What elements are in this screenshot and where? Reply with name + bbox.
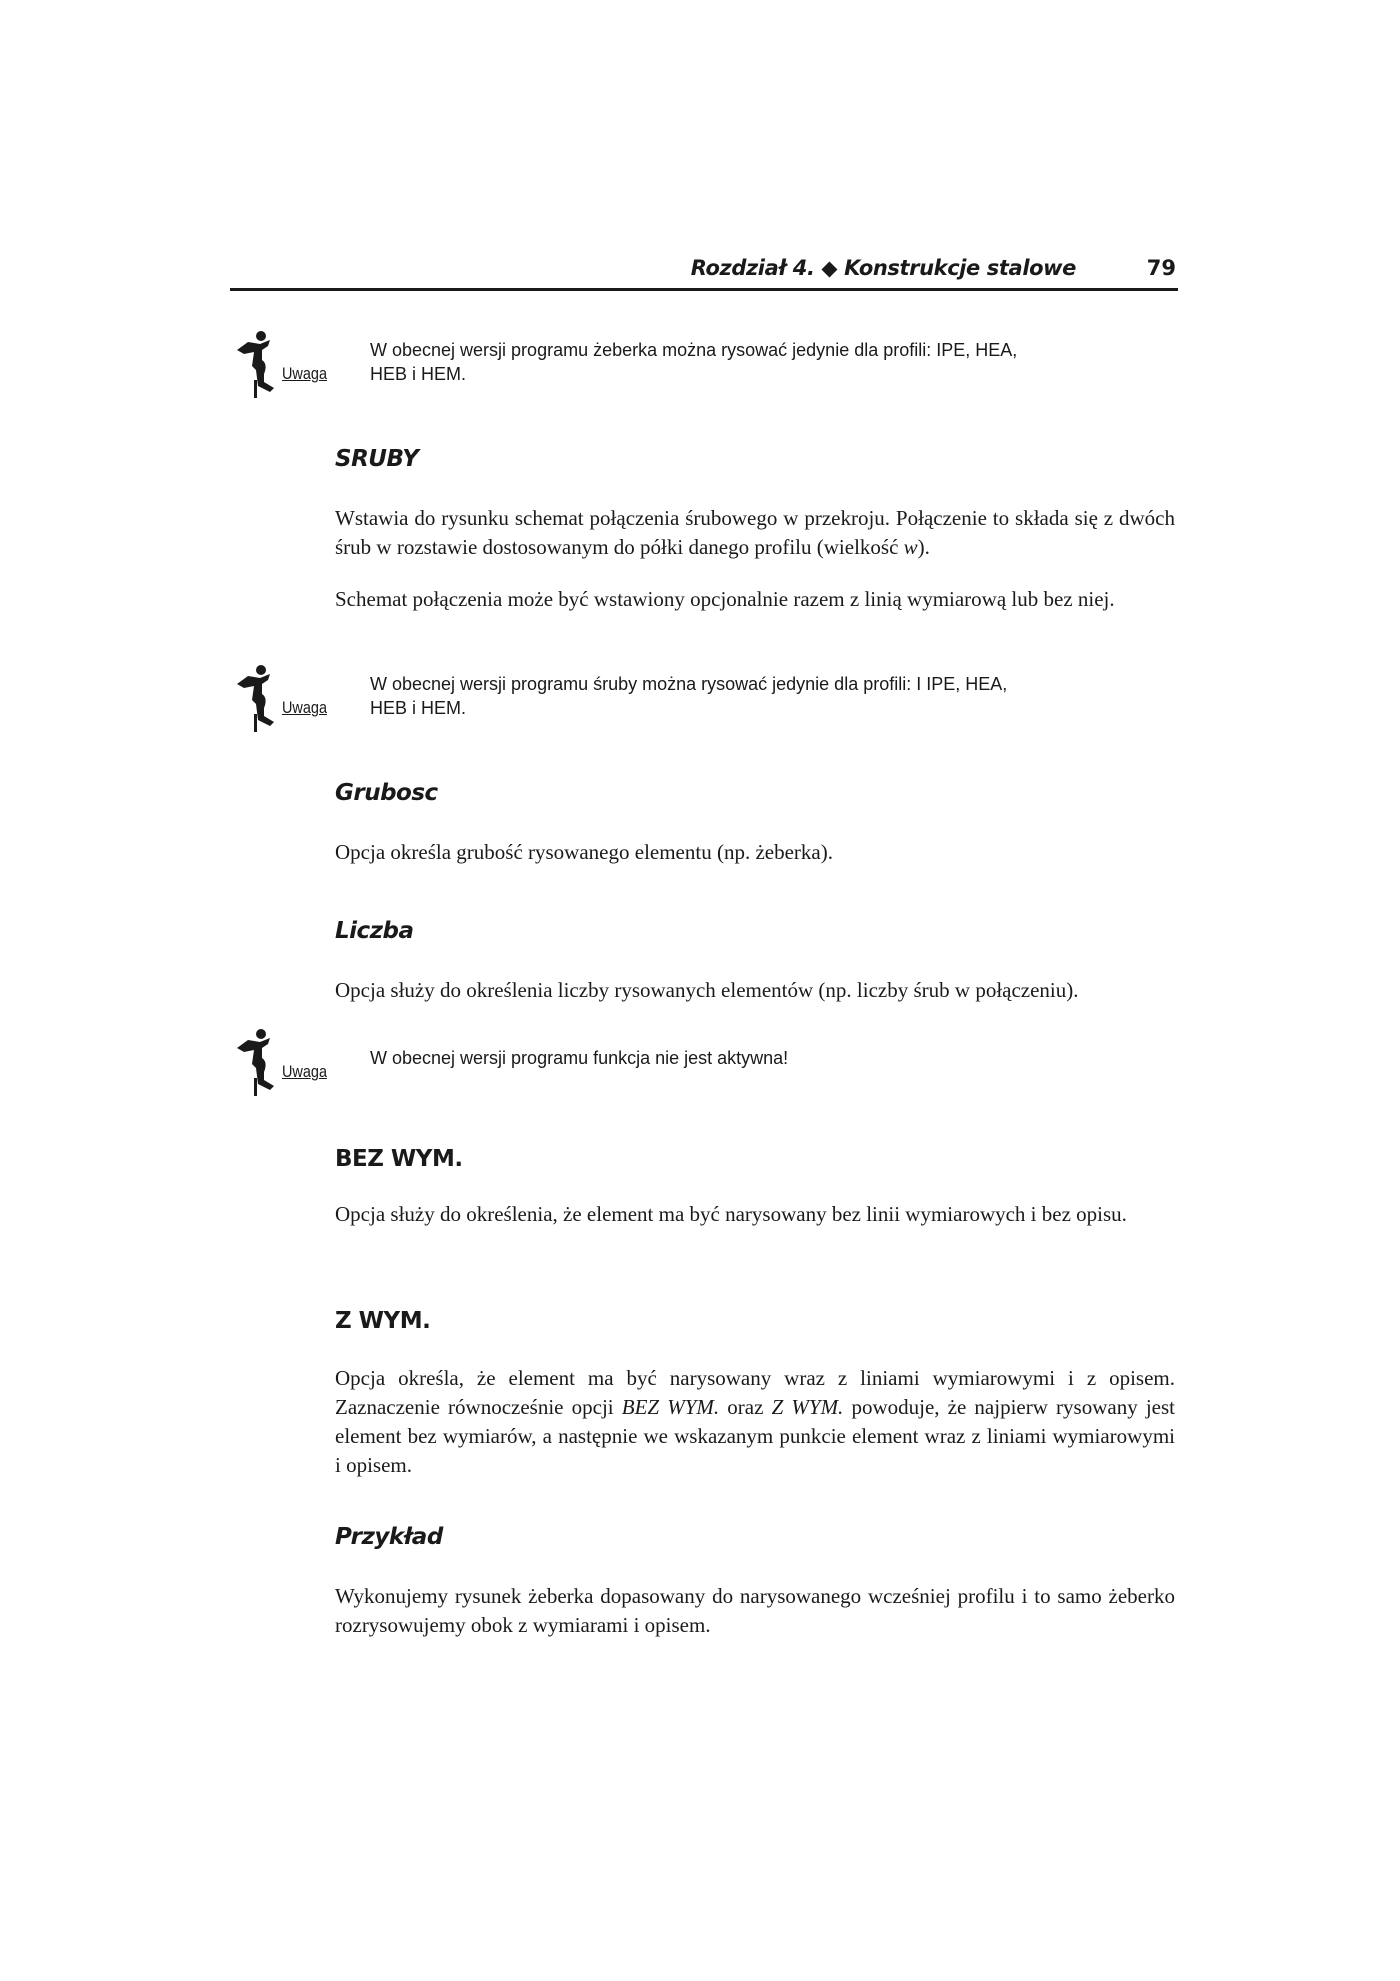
running-header-title: Rozdział 4. ◆ Konstrukcje stalowe bbox=[690, 256, 1076, 280]
option-name: BEZ WYM. bbox=[621, 1395, 720, 1419]
section-heading-sruby: SRUBY bbox=[335, 446, 419, 472]
paragraph: Wykonujemy rysunek żeberka dopasowany do narysowanego wcześniej profilu i to samo żeberko rozrysowujemy obok z wymiarami i opisem. bbox=[335, 1584, 1175, 1637]
paragraph: Opcja służy do określenia liczby rysowanych elementów (np. liczby śrub w połączeniu). bbox=[335, 978, 1079, 1002]
paragraph-text: powoduje, że najpierw rysowany jest element bez wymiarów, a następnie we wskazanym punkcie element wraz z liniami wymiarowymi i opisem. bbox=[335, 1395, 1175, 1477]
note-text bbox=[370, 672, 1130, 720]
paragraph: Opcja określa grubość rysowanego elementu (np. żeberka). bbox=[335, 840, 833, 864]
option-name: Z WYM. bbox=[771, 1395, 844, 1419]
paragraph: Opcja służy do określenia, że element ma być narysowany bez linii wymiarowych i bez opisu. bbox=[335, 1202, 1127, 1226]
uwaga-label: Uwaga bbox=[282, 364, 327, 383]
paragraph: Schemat połączenia może być wstawiony opcjonalnie razem z linią wymiarową lub bez niej. bbox=[335, 587, 1115, 611]
paragraph-text: oraz bbox=[719, 1395, 772, 1419]
section-heading-liczba: Liczba bbox=[335, 918, 414, 944]
italic-symbol: w bbox=[903, 535, 918, 559]
uwaga-figure-icon bbox=[234, 1028, 334, 1098]
note-line: HEB i HEM. bbox=[370, 364, 467, 384]
section-heading-bez-wym: BEZ WYM. bbox=[335, 1146, 463, 1172]
uwaga-label: Uwaga bbox=[282, 698, 327, 717]
note-text bbox=[370, 338, 1130, 386]
paragraph bbox=[335, 504, 1175, 562]
paragraph-text: Opcja określa, że element ma być narysowany wraz z liniami wymiarowymi i z opisem. Zaznaczenie równocześnie opcji bbox=[335, 1366, 1175, 1419]
section-heading-przyklad: Przykład bbox=[335, 1524, 443, 1550]
paragraph bbox=[335, 1364, 1175, 1480]
header-rule bbox=[230, 288, 1178, 291]
uwaga-figure-icon bbox=[234, 664, 334, 734]
note-line: W obecnej wersji programu funkcja nie jest aktywna! bbox=[370, 1048, 789, 1068]
uwaga-label: Uwaga bbox=[282, 1062, 327, 1081]
note-line: HEB i HEM. bbox=[370, 698, 467, 718]
uwaga-figure-icon bbox=[234, 330, 334, 400]
page-number: 79 bbox=[1146, 256, 1176, 280]
section-heading-grubosc: Grubosc bbox=[335, 780, 438, 806]
section-heading-z-wym: Z WYM. bbox=[335, 1308, 431, 1334]
note-line: W obecnej wersji programu śruby można rysować jedynie dla profili: I IPE, HEA, bbox=[370, 674, 1008, 694]
note-text bbox=[370, 1046, 1130, 1070]
paragraph-text: Wstawia do rysunku schemat połączenia śrubowego w przekroju. Połączenie to składa się z dwóch śrub w rozstawie dostosowanym do półki danego profilu (wielkość bbox=[335, 506, 1175, 559]
note-line: W obecnej wersji programu żeberka można rysować jedynie dla profili: IPE, HEA, bbox=[370, 340, 1018, 360]
paragraph-text: ). bbox=[917, 535, 930, 559]
